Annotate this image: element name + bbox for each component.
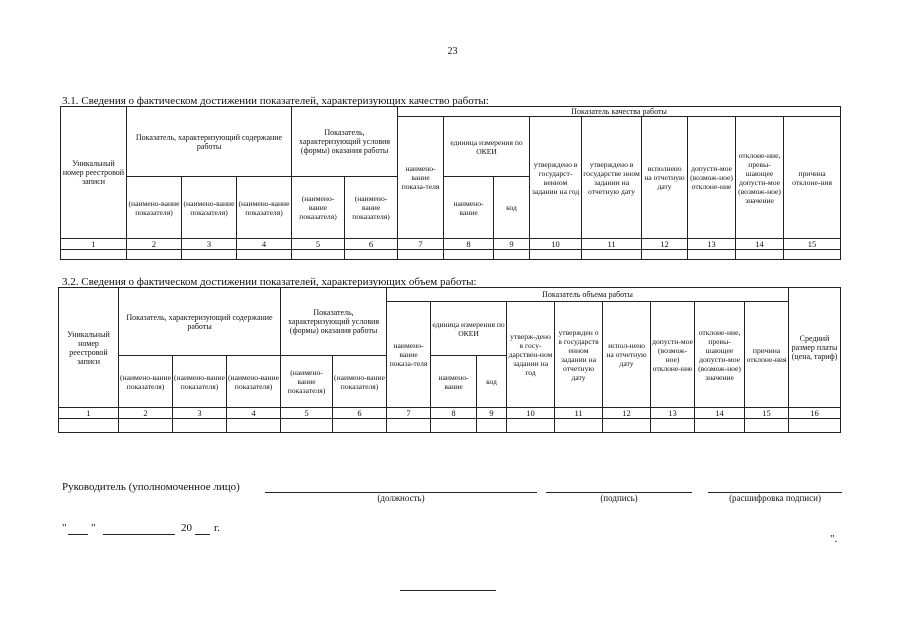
data-cell[interactable] <box>736 250 784 260</box>
header-content-indicator: Показатель, характеризующий содержание работы <box>127 107 292 177</box>
header-exceeding-deviation: отклоне-ние, превы-шающее допусти-мое (возмож-ное) значение <box>736 117 784 239</box>
header-conditions-indicator: Показатель, характеризующий условия (формы) оказания работы <box>281 288 387 356</box>
column-number: 9 <box>477 408 507 419</box>
data-cell[interactable] <box>784 250 841 260</box>
data-cell[interactable] <box>281 419 333 433</box>
data-cell[interactable] <box>603 419 651 433</box>
header-unit-code: код <box>477 356 507 408</box>
column-number: 9 <box>494 239 530 250</box>
section-3-1-title: 3.1. Сведения о фактическом достижении показателей, характеризующих качество работы: <box>62 95 489 107</box>
header-approved-year: утверж-дено в госу-дарствен-ном задании на год <box>507 302 555 408</box>
header-quality-group: Показатель качества работы <box>398 107 841 117</box>
column-number: 16 <box>789 408 841 419</box>
header-indicator-name: наимено-вание показа-теля <box>398 117 444 239</box>
volume-table <box>58 287 841 433</box>
header-approved-year: утверждено в государст-венном задании на год <box>530 117 582 239</box>
data-cell[interactable] <box>789 419 841 433</box>
position-caption: (должность) <box>377 493 425 503</box>
data-cell[interactable] <box>237 250 292 260</box>
section-3-2-title: 3.2. Сведения о фактическом достижении показателей, характеризующих объем работы: <box>62 276 477 288</box>
header-approved-date: утверждено в государстве нном задании на отчетную дату <box>582 117 642 239</box>
column-number: 14 <box>695 408 745 419</box>
header-sub-indicator: (наимено-вание показателя) <box>173 356 227 408</box>
data-cell[interactable] <box>582 250 642 260</box>
header-approved-date: утвержден о в государств енном задании на отчетную дату <box>555 302 603 408</box>
column-number: 2 <box>119 408 173 419</box>
data-cell[interactable] <box>173 419 227 433</box>
header-sub-indicator: (наимено-вание показателя) <box>182 177 237 239</box>
header-unit-code: код <box>494 177 530 239</box>
end-mark: ". <box>830 533 838 545</box>
data-cell[interactable] <box>695 419 745 433</box>
data-cell[interactable] <box>59 419 119 433</box>
quote-close: " <box>91 522 96 534</box>
data-cell[interactable] <box>61 250 127 260</box>
column-number: 2 <box>127 239 182 250</box>
column-number: 6 <box>345 239 398 250</box>
data-cell[interactable] <box>444 250 494 260</box>
column-number: 12 <box>603 408 651 419</box>
header-sub-indicator: (наимено-вание показателя) <box>281 356 333 408</box>
head-label: Руководитель (уполномоченное лицо) <box>62 481 240 493</box>
decode-caption: (расшифровка подписи) <box>729 493 821 503</box>
header-sub-indicator: (наимено-вание показателя) <box>227 356 281 408</box>
column-number: 13 <box>651 408 695 419</box>
header-sub-indicator: (наимено-вание показателя) <box>345 177 398 239</box>
column-number: 3 <box>182 239 237 250</box>
column-number: 11 <box>582 239 642 250</box>
column-number: 5 <box>281 408 333 419</box>
data-cell[interactable] <box>688 250 736 260</box>
signature-caption: (подпись) <box>600 493 638 503</box>
header-deviation-reason: причина отклоне-ния <box>745 302 789 408</box>
data-cell[interactable] <box>745 419 789 433</box>
header-sub-indicator: (наимено-вание показателя) <box>127 177 182 239</box>
column-number: 10 <box>507 408 555 419</box>
column-number: 12 <box>642 239 688 250</box>
data-cell[interactable] <box>642 250 688 260</box>
year-prefix: 20 <box>181 522 192 534</box>
column-number: 15 <box>745 408 789 419</box>
header-volume-group: Показатель объема работы <box>387 288 789 302</box>
page-number: 23 <box>447 46 458 57</box>
quality-table <box>60 106 841 260</box>
year-suffix: г. <box>214 522 221 534</box>
header-sub-indicator: (наимено-вание показателя) <box>237 177 292 239</box>
quote-open: " <box>62 522 67 534</box>
column-number: 1 <box>61 239 127 250</box>
header-exceeding-deviation: отклоне-ние, превы-шающее допусти-мое (возмож-ное) значение <box>695 302 745 408</box>
data-cell[interactable] <box>182 250 237 260</box>
header-allowed-deviation: допусти-мое (возмож-ное) отклоне-ние <box>688 117 736 239</box>
data-cell[interactable] <box>292 250 345 260</box>
data-cell[interactable] <box>530 250 582 260</box>
column-number: 10 <box>530 239 582 250</box>
data-cell[interactable] <box>119 419 173 433</box>
column-number: 6 <box>333 408 387 419</box>
table-row <box>61 250 841 260</box>
column-number: 5 <box>292 239 345 250</box>
header-average-fee: Средний размер платы (цена, тариф) <box>789 288 841 408</box>
header-sub-indicator: (наимено-вание показателя) <box>119 356 173 408</box>
header-deviation-reason: причина отклоне-ния <box>784 117 841 239</box>
data-cell[interactable] <box>345 250 398 260</box>
header-unique-number: Уникальный номер реестровой записи <box>61 107 127 239</box>
data-cell[interactable] <box>494 250 530 260</box>
header-sub-indicator: (наимено-вание показателя) <box>333 356 387 408</box>
data-cell[interactable] <box>507 419 555 433</box>
header-done: исполнено на отчетную дату <box>642 117 688 239</box>
data-cell[interactable] <box>387 419 431 433</box>
column-number: 7 <box>398 239 444 250</box>
header-unit-name: наимено-вание <box>444 177 494 239</box>
data-cell[interactable] <box>333 419 387 433</box>
column-number: 14 <box>736 239 784 250</box>
column-number: 8 <box>431 408 477 419</box>
data-cell[interactable] <box>651 419 695 433</box>
header-unit-name: наимено-вание <box>431 356 477 408</box>
column-number: 15 <box>784 239 841 250</box>
column-number: 4 <box>237 239 292 250</box>
header-unique-number: Уникальный номер реестровой записи <box>59 288 119 408</box>
data-cell[interactable] <box>555 419 603 433</box>
day-line[interactable] <box>68 534 88 535</box>
header-allowed-deviation: допусти-мое (возмож-ное) отклоне-ние <box>651 302 695 408</box>
data-cell[interactable] <box>431 419 477 433</box>
column-number: 11 <box>555 408 603 419</box>
data-cell[interactable] <box>227 419 281 433</box>
header-unit-okei: единица измерения по ОКЕИ <box>431 302 507 356</box>
header-indicator-name: наимено-вание показа-теля <box>387 302 431 408</box>
column-number: 4 <box>227 408 281 419</box>
column-number: 7 <box>387 408 431 419</box>
month-line[interactable] <box>103 534 175 535</box>
table-row <box>59 419 841 433</box>
footnote-separator <box>400 590 496 591</box>
year-line[interactable] <box>195 534 210 535</box>
column-number: 1 <box>59 408 119 419</box>
data-cell[interactable] <box>477 419 507 433</box>
header-sub-indicator: (наимено-вание показателя) <box>292 177 345 239</box>
data-cell[interactable] <box>398 250 444 260</box>
header-conditions-indicator: Показатель, характеризующий условия (формы) оказания работы <box>292 107 398 177</box>
column-number: 8 <box>444 239 494 250</box>
column-number: 3 <box>173 408 227 419</box>
column-number: 13 <box>688 239 736 250</box>
data-cell[interactable] <box>127 250 182 260</box>
header-content-indicator: Показатель, характеризующий содержание работы <box>119 288 281 356</box>
header-done: испол-нено на отчетную дату <box>603 302 651 408</box>
header-unit-okei: единица измерения по ОКЕИ <box>444 117 530 177</box>
